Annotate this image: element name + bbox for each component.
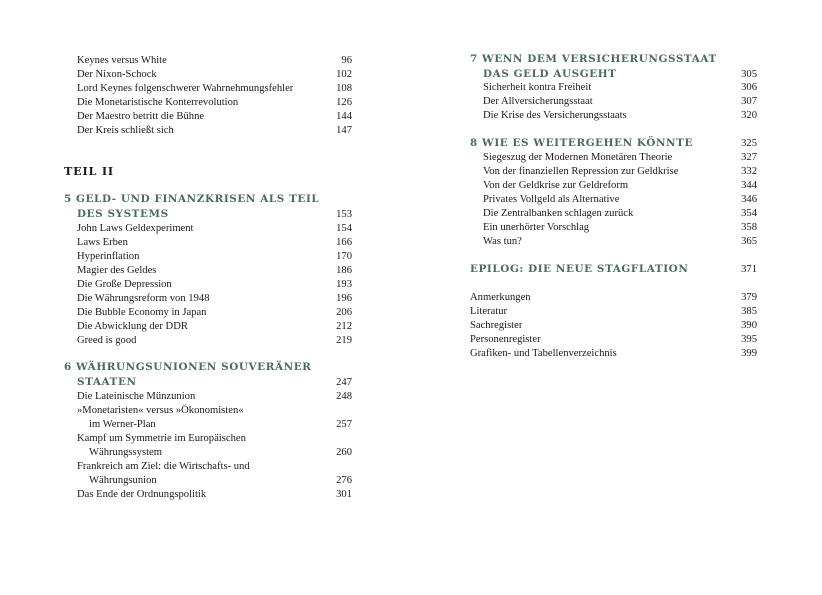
- chapter-title-line2: STAATEN: [77, 376, 137, 388]
- toc-entry[interactable]: [77, 488, 352, 502]
- epilog-title: EPILOG: DIE NEUE STAGFLATION: [470, 263, 689, 275]
- entry-page: 166: [336, 237, 352, 248]
- entry-page: 96: [341, 55, 352, 66]
- entry-title: Was tun?: [483, 236, 522, 247]
- chapter-title-line1: 5 GELD- UND FINANZKRISEN ALS TEIL: [64, 193, 320, 205]
- entry-page: 344: [741, 180, 757, 191]
- toc-entry[interactable]: [77, 320, 352, 334]
- entry-page: 102: [336, 69, 352, 80]
- appendix-entry[interactable]: [470, 333, 757, 347]
- entry-page: 170: [336, 251, 352, 262]
- chapter-heading-8[interactable]: [470, 136, 757, 150]
- entry-page: 385: [741, 306, 757, 317]
- entry-title: Die Große Depression: [77, 279, 172, 290]
- toc-entry[interactable]: [483, 165, 757, 179]
- appendix-entry[interactable]: [470, 347, 757, 361]
- entry-title: Die Lateinische Münzunion: [77, 391, 196, 402]
- entry-page: 147: [336, 125, 352, 136]
- entry-page: 154: [336, 223, 352, 234]
- entry-title: John Laws Geldexperiment: [77, 223, 194, 234]
- entry-page: 399: [741, 348, 757, 359]
- toc-entry[interactable]: [77, 432, 352, 446]
- entry-title-cont: Währungssystem: [89, 447, 162, 458]
- appendix-entry[interactable]: [470, 291, 757, 305]
- entry-page: 260: [336, 447, 352, 458]
- toc-entry[interactable]: [77, 54, 352, 68]
- appendix-entry[interactable]: [470, 305, 757, 319]
- entry-page: 144: [336, 111, 352, 122]
- chapter-title-line2: DAS GELD AUSGEHT: [483, 68, 617, 80]
- toc-entry[interactable]: [77, 110, 352, 124]
- toc-entry[interactable]: [77, 250, 352, 264]
- chapter-page: 153: [336, 209, 352, 220]
- toc-entry[interactable]: [483, 207, 757, 221]
- entry-page: 354: [741, 208, 757, 219]
- entry-title: Sachregister: [470, 320, 523, 331]
- entry-page: 306: [741, 82, 757, 93]
- chapter-heading-7-cont[interactable]: [483, 67, 757, 81]
- entry-page: 307: [741, 96, 757, 107]
- part-heading: TEIL II: [64, 164, 114, 178]
- entry-title: Frankreich am Ziel: die Wirtschafts- und: [77, 461, 250, 472]
- chapter-page: 305: [741, 69, 757, 80]
- entry-page: 395: [741, 334, 757, 345]
- entry-page: 257: [336, 419, 352, 430]
- entry-page: 212: [336, 321, 352, 332]
- toc-entry[interactable]: [77, 390, 352, 404]
- toc-entry[interactable]: [77, 222, 352, 236]
- entry-page: 332: [741, 166, 757, 177]
- entry-title: Der Nixon-Schock: [77, 69, 157, 80]
- entry-title: »Monetaristen« versus »Ökonomisten«: [77, 405, 244, 416]
- entry-page: 301: [336, 489, 352, 500]
- entry-title: Grafiken- und Tabellenverzeichnis: [470, 348, 617, 359]
- epilog-page: 371: [741, 264, 757, 275]
- entry-title-cont: Währungsunion: [89, 475, 157, 486]
- entry-title: Literatur: [470, 306, 508, 317]
- toc-entry[interactable]: [483, 179, 757, 193]
- entry-title: Die Zentralbanken schlagen zurück: [483, 208, 634, 219]
- entry-title: Der Maestro betritt die Bühne: [77, 111, 205, 122]
- entry-title: Die Krise des Versicherungsstaats: [483, 110, 627, 121]
- entry-title: Greed is good: [77, 335, 137, 346]
- entry-page: 276: [336, 475, 352, 486]
- chapter-title-line1: 8 WIE ES WEITERGEHEN KÖNNTE: [470, 137, 693, 149]
- entry-page: 320: [741, 110, 757, 121]
- entry-page: 379: [741, 292, 757, 303]
- chapter-title-line1: 6 WÄHRUNGSUNIONEN SOUVERÄNER: [64, 361, 312, 373]
- toc-entry[interactable]: [77, 68, 352, 82]
- toc-entry[interactable]: [77, 306, 352, 320]
- entry-title: Die Bubble Economy in Japan: [77, 307, 207, 318]
- entry-title: Die Währungsreform von 1948: [77, 293, 210, 304]
- toc-entry[interactable]: [483, 81, 757, 95]
- toc-entry[interactable]: [77, 236, 352, 250]
- entry-page: 196: [336, 293, 352, 304]
- toc-entry[interactable]: [77, 82, 352, 96]
- toc-entry[interactable]: [77, 292, 352, 306]
- chapter-page: 325: [741, 138, 757, 149]
- entry-title: Ein unerhörter Vorschlag: [483, 222, 590, 233]
- toc-entry[interactable]: [483, 109, 757, 123]
- entry-page: 219: [336, 335, 352, 346]
- entry-title: Kampf um Symmetrie im Europäischen: [77, 433, 246, 444]
- toc-entry[interactable]: [77, 460, 352, 474]
- entry-title: Keynes versus White: [77, 55, 167, 66]
- entry-page: 248: [336, 391, 352, 402]
- toc-entry[interactable]: [483, 151, 757, 165]
- toc-entry[interactable]: [483, 221, 757, 235]
- entry-page: 365: [741, 236, 757, 247]
- entry-title: Laws Erben: [77, 237, 128, 248]
- entry-page: 186: [336, 265, 352, 276]
- toc-entry-cont[interactable]: [89, 418, 352, 432]
- entry-page: 206: [336, 307, 352, 318]
- chapter-heading-5-cont[interactable]: [77, 207, 352, 221]
- toc-entry[interactable]: [77, 124, 352, 138]
- entry-page: 193: [336, 279, 352, 290]
- entry-title: Die Monetaristische Konterrevolution: [77, 97, 239, 108]
- chapter-heading-6[interactable]: [64, 360, 352, 374]
- entry-title: Der Kreis schließt sich: [77, 125, 174, 136]
- entry-title: Von der Geldkrise zur Geldreform: [483, 180, 629, 191]
- entry-title-cont: im Werner-Plan: [89, 419, 156, 430]
- chapter-title-line1: 7 WENN DEM VERSICHERUNGSSTAAT: [470, 53, 717, 65]
- toc-entry[interactable]: [77, 334, 352, 348]
- toc-entry[interactable]: [483, 193, 757, 207]
- chapter-heading-7[interactable]: [470, 52, 757, 66]
- entry-title: Anmerkungen: [470, 292, 531, 303]
- toc-entry[interactable]: [77, 264, 352, 278]
- entry-page: 390: [741, 320, 757, 331]
- entry-title: Siegeszug der Modernen Monetären Theorie: [483, 152, 673, 163]
- toc-entry-cont[interactable]: [89, 474, 352, 488]
- entry-title: Von der finanziellen Repression zur Geldkrise: [483, 166, 679, 177]
- entry-title: Das Ende der Ordnungspolitik: [77, 489, 207, 500]
- entry-page: 108: [336, 83, 352, 94]
- chapter-page: 247: [336, 377, 352, 388]
- toc-entry[interactable]: [77, 278, 352, 292]
- toc-entry[interactable]: [77, 404, 352, 418]
- appendix-entry[interactable]: [470, 319, 757, 333]
- toc-entry-cont[interactable]: [89, 446, 352, 460]
- toc-entry[interactable]: [77, 96, 352, 110]
- chapter-heading-5[interactable]: [64, 192, 352, 206]
- entry-page: 327: [741, 152, 757, 163]
- chapter-title-line2: DES SYSTEMS: [77, 208, 169, 220]
- entry-title: Hyperinflation: [77, 251, 140, 262]
- chapter-heading-6-cont[interactable]: [77, 375, 352, 389]
- toc-entry[interactable]: [483, 95, 757, 109]
- entry-title: Lord Keynes folgenschwerer Wahrnehmungsfehler: [77, 83, 294, 94]
- entry-page: 346: [741, 194, 757, 205]
- entry-title: Der Allversicherungsstaat: [483, 96, 593, 107]
- entry-title: Magier des Geldes: [77, 265, 157, 276]
- entry-title: Die Abwicklung der DDR: [77, 321, 188, 332]
- entry-title: Personenregister: [470, 334, 541, 345]
- entry-title: Sicherheit kontra Freiheit: [483, 82, 592, 93]
- entry-page: 126: [336, 97, 352, 108]
- toc-entry[interactable]: [483, 235, 757, 249]
- entry-title: Privates Vollgeld als Alternative: [483, 194, 620, 205]
- entry-page: 358: [741, 222, 757, 233]
- epilog-heading[interactable]: [470, 262, 757, 276]
